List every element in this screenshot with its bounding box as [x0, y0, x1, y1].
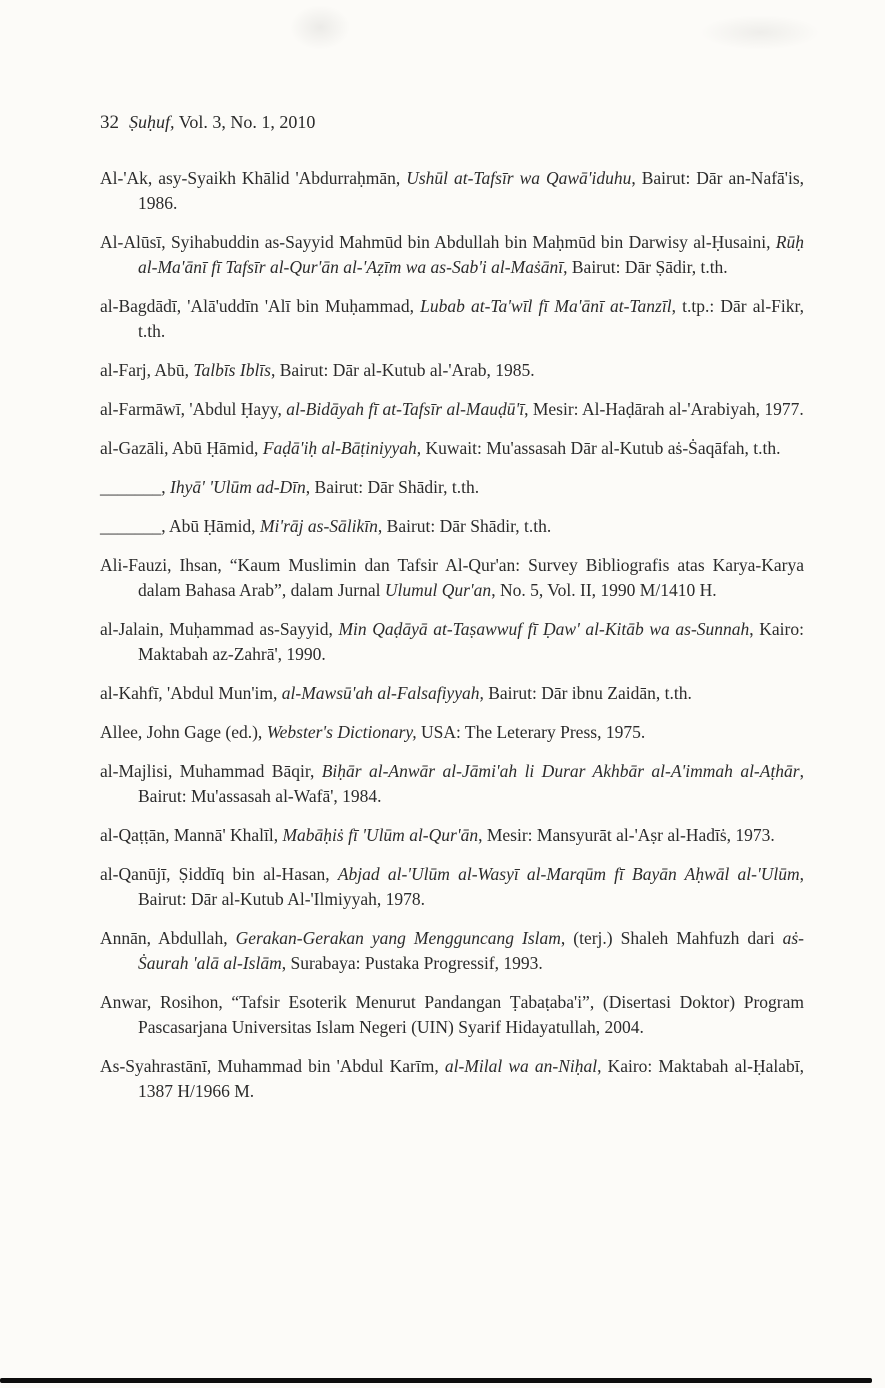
entry-title-segment: Webster's Dictionary, [266, 722, 417, 743]
entry-title-segment: Talbīs Iblīs [193, 360, 271, 381]
bibliography-entry [100, 358, 804, 383]
entry-text-segment: al-Jalain, Muḥammad as-Sayyid, [100, 619, 339, 640]
entry-text-segment: , Kuwait: Mu'assasah Dār al-Kutub aṡ-Ṡaqāfah, t.th. [416, 438, 781, 459]
bibliography-entry [100, 397, 804, 422]
entry-text-segment: , t.tp.: Dār al-Fikr, t.th. [138, 296, 804, 342]
page-content [100, 112, 804, 1118]
entry-text-segment: Ali-Fauzi, Ihsan, “Kaum Muslimin dan Tafsir Al-Qur'an: Survey Bibliografis atas Karya-Karya dalam Bahasa Arab”, dalam Jurnal [100, 555, 804, 601]
scan-smudge [700, 15, 820, 50]
bibliography-entry [100, 230, 804, 280]
entry-title-segment: Lubab at-Ta'wīl fī Ma'ānī at-Tanzīl [420, 296, 672, 317]
entry-text-segment: Allee, John Gage (ed.), [100, 722, 267, 743]
entry-text-segment: , Bairut: Dār an-Nafā'is, 1986. [138, 168, 805, 214]
bibliography-entry [100, 759, 804, 809]
bibliography-entry [100, 617, 804, 667]
page-number: 32 [100, 112, 119, 133]
entry-title-segment: Faḍā'iḥ al-Bāṭiniyyah [262, 438, 417, 459]
entry-text-segment: , Mesir: Al-Haḍārah al-'Arabiyah, 1977. [524, 399, 804, 420]
bibliography-entry [100, 553, 804, 603]
entry-title-segment: Ulumul Qur'an [384, 580, 492, 601]
entry-title-segment: Gerakan-Gerakan yang Mengguncang Islam [235, 928, 561, 949]
entry-text-segment: al-Majlisi, Muhammad Bāqir, [100, 761, 322, 782]
bibliography-entry [100, 862, 804, 912]
entry-text-segment: As-Syahrastānī, Muhammad bin 'Abdul Karīm, [100, 1056, 445, 1077]
entry-text-segment: al-Gazāli, Abū Ḥāmid, [100, 438, 263, 459]
entry-text-segment: al-Kahfī, 'Abdul Mun'im, [100, 683, 282, 704]
entry-text-segment: , No. 5, Vol. II, 1990 M/1410 H. [491, 580, 717, 601]
entry-text-segment: USA: The Leterary Press, 1975. [416, 722, 646, 743]
entry-title-segment: al-Mawsū'ah al-Falsafiyyah, [281, 683, 484, 704]
bibliography-entry [100, 294, 804, 344]
entry-text-segment: al-Farmāwī, 'Abdul Ḥayy, [100, 399, 287, 420]
issue-info: Vol. 3, No. 1, 2010 [178, 112, 316, 132]
entry-text-segment: al-Qaṭṭān, Mannā' Khalīl, [100, 825, 283, 846]
entry-text-segment: , Kairo: Maktabah az-Zahrā', 1990. [138, 619, 804, 665]
entry-text-segment: , Bairut: Dār Shādir, t.th. [305, 477, 480, 498]
entry-text-segment: al-Qanūjī, Ṣiddīq bin al-Hasan, [100, 864, 338, 885]
entry-text-segment: _______, Abū Ḥāmid, [100, 516, 260, 537]
entry-text-segment: al-Farj, Abū, [100, 360, 194, 381]
entry-title-segment: al-Milal wa an-Niḥal [444, 1056, 598, 1077]
bibliography-entry [100, 166, 804, 216]
entry-text-segment: _______, [100, 477, 170, 498]
bibliography-entry [100, 990, 804, 1040]
entry-text-segment: al-Bagdādī, 'Alā'uddīn 'Alī bin Muḥammad, [100, 296, 421, 317]
entry-text-segment: , Bairut: Dār al-Kutub al-'Arab, 1985. [270, 360, 535, 381]
scan-smudge [290, 5, 350, 50]
entry-title-segment: Min Qaḍāyā at-Taṣawwuf fī Ḍaw' al-Kitāb wa as-Sunnah [338, 619, 750, 640]
bibliography-entry [100, 1054, 804, 1104]
entry-title-segment: aṡ-Ṡaurah 'alā al-Islām [138, 928, 805, 974]
entry-title-segment: Mi'rāj as-Sālikīn [259, 516, 378, 537]
entry-title-segment: al-Bidāyah fī at-Tafsīr al-Mauḍū'ī [286, 399, 525, 420]
entry-text-segment: , Bairut: Mu'assasah al-Wafā', 1984. [138, 761, 804, 807]
entry-text-segment: , Surabaya: Pustaka Progressif, 1993. [281, 953, 543, 974]
entry-text-segment: , (terj.) Shaleh Mahfuzh dari [560, 928, 783, 949]
entry-title-segment: Ihyā' 'Ulūm ad-Dīn [170, 477, 306, 498]
bibliography-entry [100, 514, 804, 539]
bibliography-entry [100, 681, 804, 706]
bibliography-entry [100, 720, 804, 745]
scan-artifact-line [0, 1378, 872, 1383]
entry-text-segment: Al-Alūsī, Syihabuddin as-Sayyid Mahmūd bin Abdullah bin Maḥmūd bin Darwisy al-Ḥusaini, [100, 232, 776, 253]
entry-title-segment: Rūḥ al-Ma'ānī fī Tafsīr al-Qur'ān al-'Aẓīm wa as-Sab'i al-Maṡānī [138, 232, 804, 278]
entry-text-segment: , Bairut: Dār Shādir, t.th. [377, 516, 552, 537]
entry-text-segment: , Bairut: Dār al-Kutub Al-'Ilmiyyah, 1978. [138, 864, 804, 910]
entry-text-segment: Bairut: Dār ibnu Zaidān, t.th. [483, 683, 692, 704]
bibliography-entry [100, 823, 804, 848]
bibliography-entry [100, 926, 804, 976]
bibliography-list [100, 166, 804, 1104]
entry-title-segment: Ushūl at-Tafsīr wa Qawā'iduhu [406, 168, 632, 188]
entry-text-segment: , Mesir: Mansyurāt al-'Aṣr al-Hadīṡ, 1973. [478, 825, 775, 846]
entry-text-segment: , Bairut: Dār Ṣādir, t.th. [563, 257, 728, 278]
entry-title-segment: Biḥār al-Anwār al-Jāmi'ah li Durar Akhbār al-A'immah al-Aṭhār [321, 761, 800, 782]
entry-text-segment: Annān, Abdullah, [100, 928, 236, 949]
journal-title: Ṣuḥuf, [129, 112, 175, 132]
entry-title-segment: Mabāḥiṡ fī 'Ulūm al-Qur'ān [282, 825, 479, 846]
entry-text-segment: Al-'Ak, asy-Syaikh Khālid 'Abdurraḥmān, [100, 168, 407, 188]
entry-title-segment: Abjad al-'Ulūm al-Wasyī al-Marqūm fī Bayān Aḥwāl al-'Ulūm [337, 864, 800, 885]
running-header [100, 112, 804, 134]
bibliography-entry [100, 436, 804, 461]
bibliography-entry [100, 475, 804, 500]
entry-text-segment: Anwar, Rosihon, “Tafsir Esoterik Menurut Pandangan Ṭabaṭaba'i”, (Disertasi Doktor) Program Pascasarjana Universitas Islam Negeri (UIN) Syarif Hidayatullah, 2004. [100, 992, 804, 1038]
entry-text-segment: , Kairo: Maktabah al-Ḥalabī, 1387 H/1966 M. [138, 1056, 804, 1102]
